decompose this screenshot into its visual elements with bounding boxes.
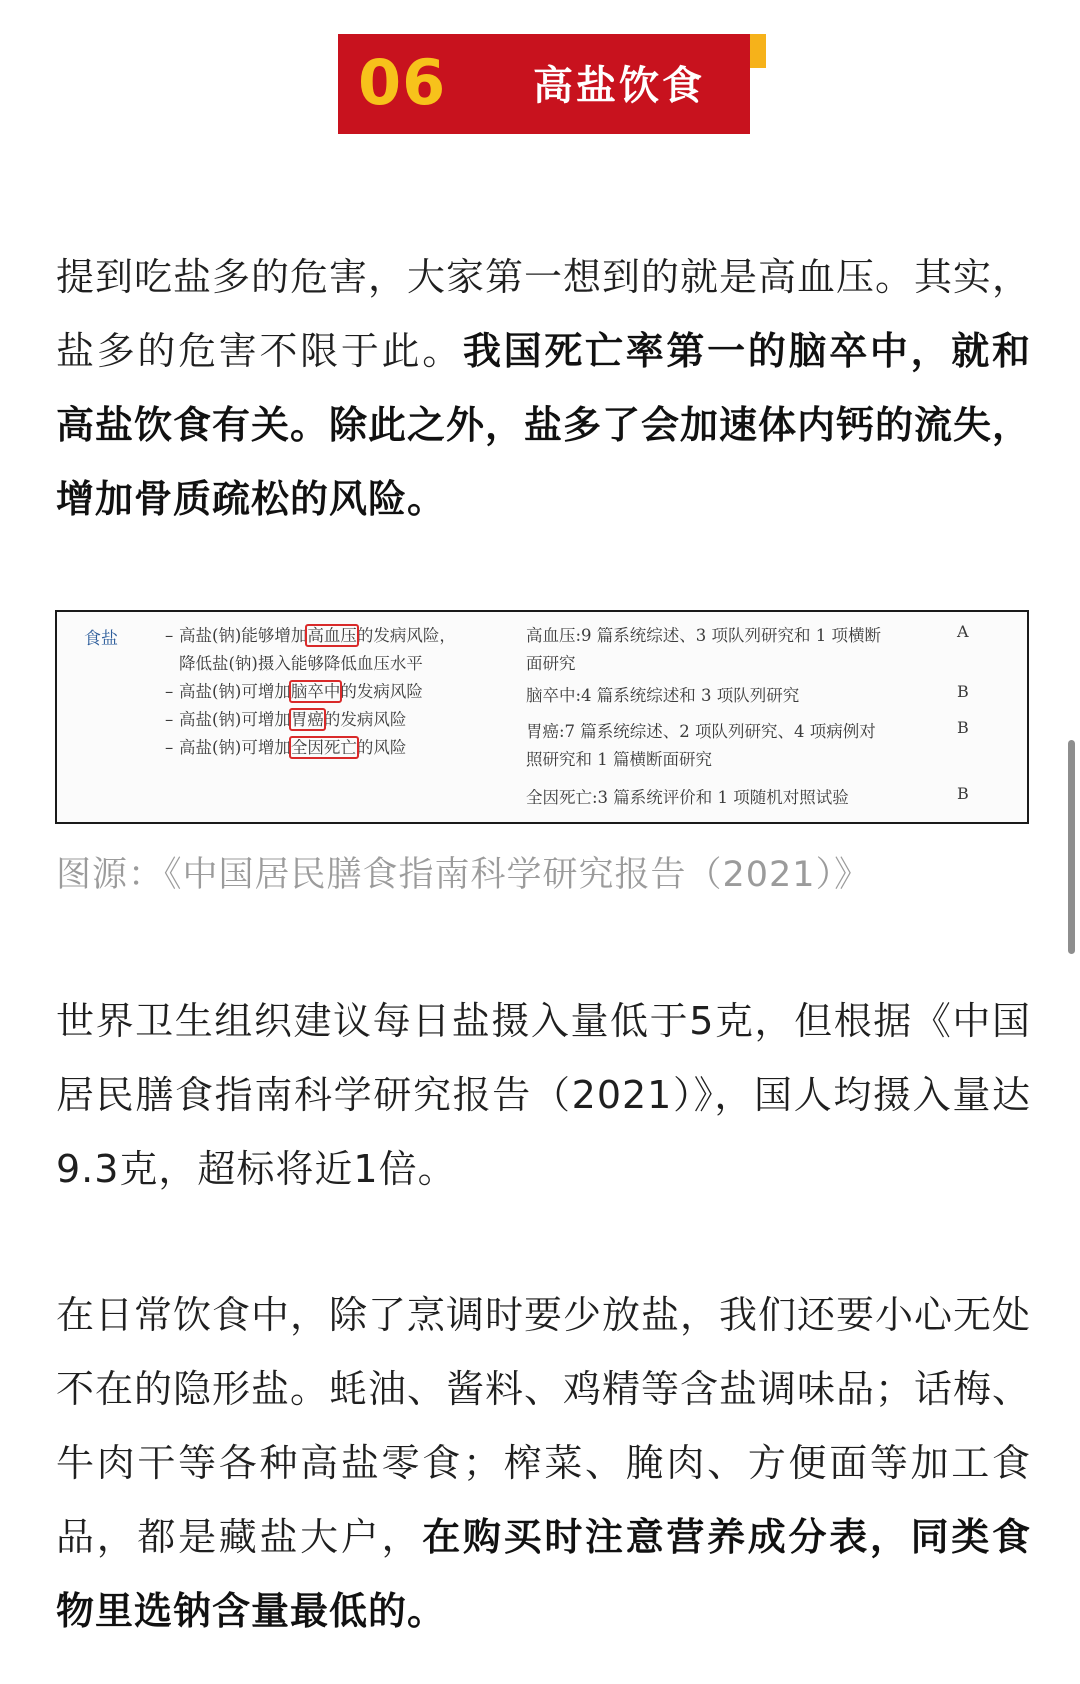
finding-line: – 高盐(钠)可增加全因死亡的风险 <box>165 738 407 757</box>
highlight-box: 高血压 <box>307 626 357 645</box>
evidence-item: 全因死亡:3 篇系统评价和 1 项随机对照试验 <box>526 788 849 807</box>
finding-line: 降低盐(钠)摄入能够降低血压水平 <box>179 654 423 673</box>
evidence-grade: B <box>957 784 969 803</box>
evidence-item: 高血压:9 篇系统综述、3 项队列研究和 1 项横断 面研究 <box>526 626 882 673</box>
paragraph-intro-bold: 我国死亡率第一的脑卒中，就和高盐饮食有关。除此之外，盐多了会加速体内钙的流失，增加骨质疏松的风险。 <box>56 329 1032 521</box>
paragraph-hidden-salt-text: 在日常饮食中，除了烹调时要少放盐，我们还要小心无处不在的隐形盐。蚝油、酱料、鸡精等含盐调味品；话梅、牛肉干等各种高盐零食；榨菜、腌肉、方便面等加工食品，都是藏盐大户， <box>56 1293 1032 1559</box>
highlight-box: 胃癌 <box>290 710 324 729</box>
finding-line: – 高盐(钠)可增加脑卒中的发病风险 <box>165 682 423 701</box>
paragraph-who-recommendation: 世界卫生组织建议每日盐摄入量低于5克，但根据《中国居民膳食指南科学研究报告（2021）》，国人均摄入量达9.3克，超标将近1倍。 <box>56 999 1031 1191</box>
figure-category: 食盐 <box>84 629 118 649</box>
evidence-grade: B <box>957 718 969 737</box>
paragraph-hidden-salt-bold: 在购买时注意营养成分表，同类食物里选钠含量最低的。 <box>56 1515 1031 1633</box>
figure-caption: 图源：《中国居民膳食指南科学研究报告（2021）》 <box>56 855 871 895</box>
finding-line: – 高盐(钠)能够增加高血压的发病风险， <box>165 626 456 645</box>
evidence-grade: B <box>957 682 969 701</box>
finding-line: – 高盐(钠)可增加胃癌的发病风险 <box>165 710 407 729</box>
paragraph-hidden-salt <box>56 1278 1031 1648</box>
highlight-box: 全因死亡 <box>290 738 357 757</box>
section-header-banner <box>338 34 750 134</box>
banner-background <box>338 34 750 134</box>
section-number: 06 <box>358 46 447 119</box>
section-title: 高盐饮食 <box>533 63 705 109</box>
paragraph-intro-text: 提到吃盐多的危害，大家第一想到的就是高血压。其实，盐多的危害不限于此。 <box>56 255 1032 373</box>
evidence-item: 脑卒中:4 篇系统综述和 3 项队列研究 <box>526 686 800 705</box>
evidence-grade: A <box>957 622 969 641</box>
paragraph-intro <box>56 240 1031 536</box>
evidence-item: 胃癌:7 篇系统综述、2 项队列研究、4 项病例对 照研究和 1 篇横断面研究 <box>526 722 876 769</box>
scrollbar-thumb[interactable] <box>1068 740 1075 954</box>
figure-findings <box>165 622 565 762</box>
highlight-box: 脑卒中 <box>290 682 341 701</box>
figure-table-image <box>55 610 1029 824</box>
